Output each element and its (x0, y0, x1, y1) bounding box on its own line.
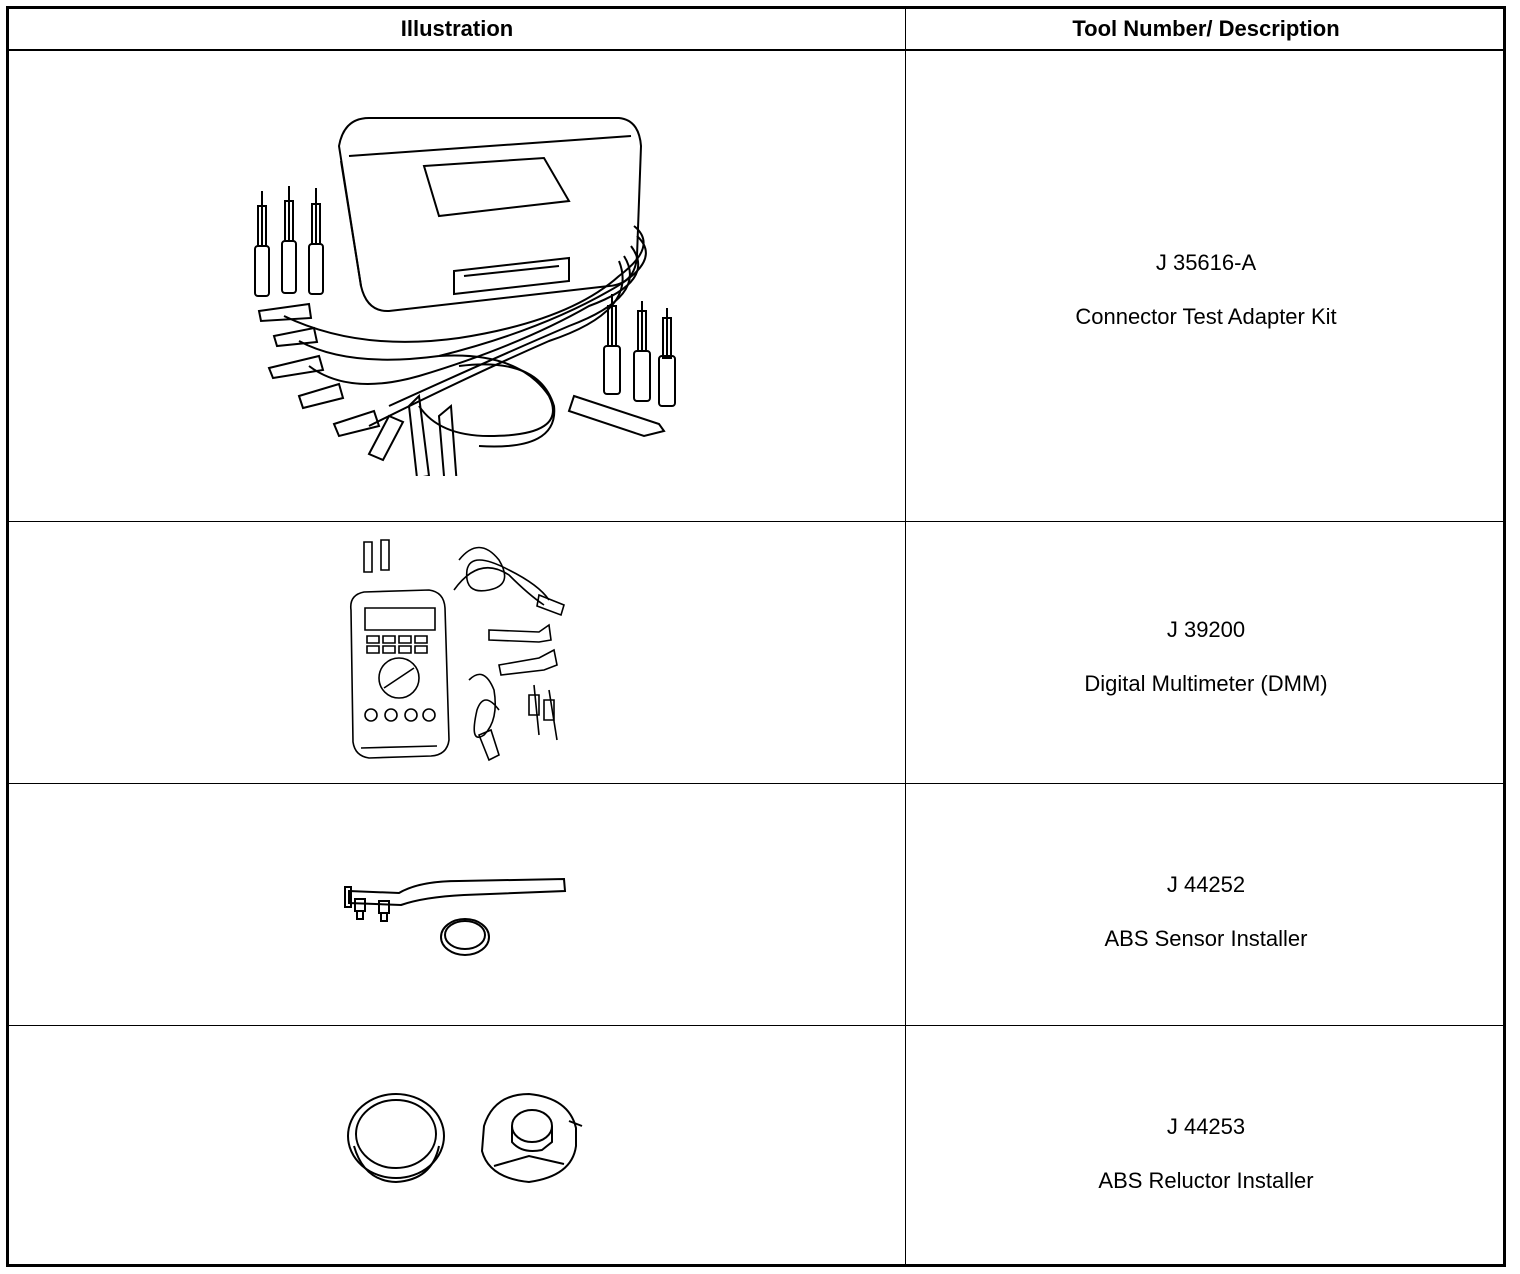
tool-number: J 39200 (1166, 617, 1246, 642)
tool-description: Digital Multimeter (DMM) (1084, 671, 1328, 696)
table-row-illustration (9, 784, 905, 1025)
header-tool-description: Tool Number/ Description (1072, 16, 1340, 41)
tool-number: J 44253 (1166, 1114, 1246, 1139)
table-header (9, 9, 1503, 51)
table-row-illustration (9, 522, 905, 783)
probe-group (255, 186, 323, 296)
tool-number: J 35616-A (1155, 250, 1257, 275)
abs-reluctor-installer-icon (344, 1086, 584, 1196)
connector-test-adapter-kit-icon (239, 106, 679, 476)
table-row-description (906, 51, 1506, 521)
tool-description: Connector Test Adapter Kit (1075, 304, 1337, 329)
table-row-illustration (9, 1026, 905, 1267)
table-row-description (906, 784, 1506, 1025)
tool-number: J 44252 (1166, 872, 1246, 897)
table-row-illustration (9, 51, 905, 521)
table-row-description (906, 522, 1506, 783)
header-illustration: Illustration (400, 16, 514, 41)
tool-description: ABS Reluctor Installer (1098, 1168, 1314, 1193)
tool-description: ABS Sensor Installer (1104, 926, 1308, 951)
abs-sensor-installer-icon (339, 869, 579, 959)
digital-multimeter-icon (339, 530, 589, 765)
tool-table (6, 6, 1506, 1267)
table-row-description (906, 1026, 1506, 1267)
